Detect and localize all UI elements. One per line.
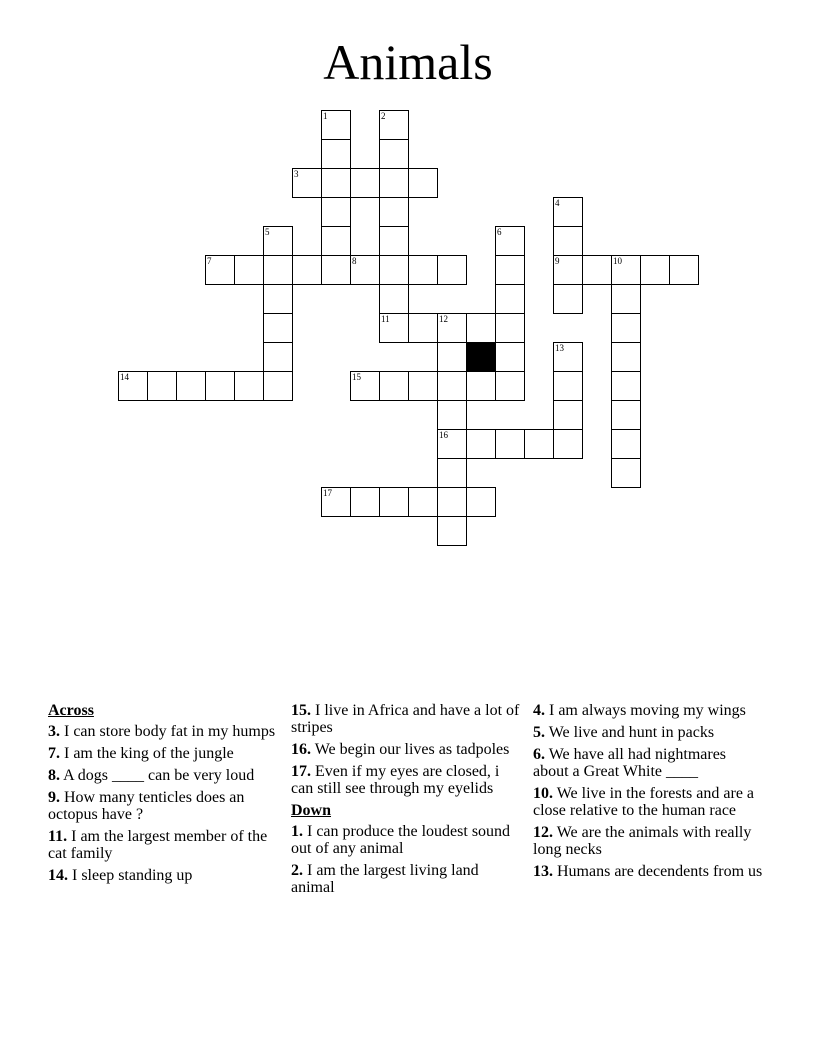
clue-number: 3 (294, 169, 299, 179)
grid-cell[interactable] (408, 313, 438, 343)
clue-number-label: 4. (533, 702, 545, 719)
grid-cell[interactable] (553, 284, 583, 314)
grid-cell[interactable] (379, 487, 409, 517)
grid-cell[interactable] (437, 255, 467, 285)
grid-cell[interactable] (379, 284, 409, 314)
grid-cell[interactable] (408, 487, 438, 517)
clue-text: We live in the forests and are a close relative to the human race (533, 785, 755, 819)
clue-text: Even if my eyes are closed, i can still see through my eyelids (291, 763, 500, 797)
grid-cell[interactable] (582, 255, 612, 285)
grid-cell[interactable] (640, 255, 670, 285)
grid-cell[interactable] (553, 255, 583, 285)
grid-cell[interactable] (466, 371, 496, 401)
clue-text: I am always moving my wings (549, 702, 746, 719)
grid-cell[interactable] (234, 255, 264, 285)
grid-cell[interactable] (321, 168, 351, 198)
across-clue (48, 867, 280, 884)
grid-cell[interactable] (669, 255, 699, 285)
across-clue (291, 702, 523, 736)
grid-cell[interactable] (437, 516, 467, 546)
clue-number-label: 6. (533, 746, 545, 763)
clue-text: I am the largest member of the cat family (48, 828, 268, 862)
grid-cell[interactable] (321, 139, 351, 169)
across-clue (48, 767, 280, 784)
grid-cell[interactable] (495, 429, 525, 459)
grid-cell[interactable] (379, 110, 409, 140)
clue-text: Humans are decendents from us (557, 863, 763, 880)
grid-cell[interactable] (437, 487, 467, 517)
clue-number-label: 2. (291, 862, 303, 879)
grid-cell[interactable] (321, 110, 351, 140)
grid-cell[interactable] (611, 313, 641, 343)
clue-number: 9 (555, 256, 560, 266)
grid-cell[interactable] (437, 400, 467, 430)
puzzle-title: Animals (323, 34, 493, 90)
grid-cell[interactable] (379, 313, 409, 343)
grid-cell[interactable] (379, 197, 409, 227)
grid-cell[interactable] (553, 400, 583, 430)
down-clue (533, 746, 765, 780)
grid-cell[interactable] (176, 371, 206, 401)
grid-cell[interactable] (611, 342, 641, 372)
grid-cell[interactable] (234, 371, 264, 401)
clue-text: We are the animals with really long necks (533, 824, 752, 858)
grid-cell[interactable] (611, 284, 641, 314)
grid-cell[interactable] (553, 197, 583, 227)
clue-number-label: 3. (48, 723, 60, 740)
clue-number: 5 (265, 227, 270, 237)
clue-column-3 (533, 702, 765, 885)
grid-cell[interactable] (437, 313, 467, 343)
clue-number: 10 (613, 256, 622, 266)
clue-column-1 (48, 702, 280, 889)
clue-number-label: 12. (533, 824, 553, 841)
black-square (466, 342, 496, 372)
clue-number-label: 16. (291, 741, 311, 758)
grid-cell[interactable] (611, 458, 641, 488)
grid-cell[interactable] (292, 168, 322, 198)
down-clue (291, 823, 523, 857)
clue-number-label: 8. (48, 767, 60, 784)
grid-cell[interactable] (495, 226, 525, 256)
down-clue (533, 824, 765, 858)
clue-number-label: 14. (48, 867, 68, 884)
grid-cell[interactable] (350, 371, 380, 401)
clue-text: How many tenticles does an octopus have ? (48, 789, 245, 823)
down-clue (291, 862, 523, 896)
across-clue (48, 723, 280, 740)
grid-cell[interactable] (437, 342, 467, 372)
clue-text: A dogs ____ can be very loud (63, 767, 255, 784)
across-clue (48, 789, 280, 823)
down-heading: Down (291, 802, 332, 819)
grid-cell[interactable] (321, 197, 351, 227)
clue-number-label: 1. (291, 823, 303, 840)
clue-number-label: 13. (533, 863, 553, 880)
across-clue (291, 763, 523, 797)
grid-cell[interactable] (379, 371, 409, 401)
grid-cell[interactable] (118, 371, 148, 401)
clue-number: 12 (439, 314, 448, 324)
grid-cell[interactable] (263, 255, 293, 285)
clue-text: We begin our lives as tadpoles (314, 741, 510, 758)
clue-number: 4 (555, 198, 560, 208)
down-clue (533, 702, 765, 719)
grid-cell[interactable] (495, 342, 525, 372)
grid-cell[interactable] (611, 429, 641, 459)
clue-number-label: 9. (48, 789, 60, 806)
grid-cell[interactable] (263, 226, 293, 256)
grid-cell[interactable] (263, 342, 293, 372)
clue-text: I am the king of the jungle (64, 745, 234, 762)
grid-cell[interactable] (611, 255, 641, 285)
grid-cell[interactable] (379, 226, 409, 256)
grid-cell[interactable] (321, 487, 351, 517)
across-clue (48, 828, 280, 862)
grid-cell[interactable] (466, 313, 496, 343)
across-clue (48, 745, 280, 762)
clue-number: 13 (555, 343, 564, 353)
clue-text: We live and hunt in packs (548, 724, 715, 741)
grid-cell[interactable] (437, 429, 467, 459)
grid-cell[interactable] (321, 255, 351, 285)
across-clue (291, 741, 523, 758)
clue-number-label: 11. (48, 828, 68, 845)
down-clue (533, 863, 765, 880)
grid-cell[interactable] (205, 371, 235, 401)
grid-cell[interactable] (321, 226, 351, 256)
clue-text: I can store body fat in my humps (64, 723, 276, 740)
clue-number: 8 (352, 256, 357, 266)
grid-cell[interactable] (437, 371, 467, 401)
clue-text: I am the largest living land animal (291, 862, 479, 896)
clue-number-label: 10. (533, 785, 553, 802)
grid-cell[interactable] (379, 168, 409, 198)
grid-cell[interactable] (408, 371, 438, 401)
grid-cell[interactable] (263, 313, 293, 343)
clue-number: 14 (120, 372, 129, 382)
grid-cell[interactable] (408, 168, 438, 198)
grid-cell[interactable] (495, 255, 525, 285)
clue-column-2 (291, 702, 523, 901)
across-heading: Across (48, 702, 94, 719)
clue-number-label: 17. (291, 763, 311, 780)
clue-number: 16 (439, 430, 448, 440)
grid-cell[interactable] (379, 139, 409, 169)
clue-number: 7 (207, 256, 212, 266)
clue-number: 1 (323, 111, 328, 121)
clue-number: 6 (497, 227, 502, 237)
clue-number: 17 (323, 488, 332, 498)
grid-cell[interactable] (495, 313, 525, 343)
grid-cell[interactable] (147, 371, 177, 401)
down-clue (533, 724, 765, 741)
clue-text: We have all had nightmares about a Great White ____ (533, 746, 727, 780)
grid-cell[interactable] (524, 429, 554, 459)
grid-cell[interactable] (263, 284, 293, 314)
clue-number: 15 (352, 372, 361, 382)
grid-cell[interactable] (350, 168, 380, 198)
grid-cell[interactable] (292, 255, 322, 285)
clue-number-label: 15. (291, 702, 311, 719)
grid-cell[interactable] (379, 255, 409, 285)
grid-cell[interactable] (350, 255, 380, 285)
grid-cell[interactable] (495, 371, 525, 401)
clue-number-label: 5. (533, 724, 545, 741)
grid-cell[interactable] (466, 429, 496, 459)
grid-cell[interactable] (408, 255, 438, 285)
grid-cell[interactable] (205, 255, 235, 285)
grid-cell[interactable] (553, 226, 583, 256)
grid-cell[interactable] (495, 284, 525, 314)
grid-cell[interactable] (263, 371, 293, 401)
grid-cell[interactable] (466, 487, 496, 517)
down-clue (533, 785, 765, 819)
clue-text: I live in Africa and have a lot of stripes (291, 702, 520, 736)
clue-number: 11 (381, 314, 390, 324)
clue-text: I can produce the loudest sound out of any animal (291, 823, 511, 857)
clue-text: I sleep standing up (72, 867, 193, 884)
grid-cell[interactable] (611, 400, 641, 430)
grid-cell[interactable] (553, 371, 583, 401)
grid-cell[interactable] (611, 371, 641, 401)
grid-cell[interactable] (350, 487, 380, 517)
grid-cell[interactable] (437, 458, 467, 488)
clue-number: 2 (381, 111, 386, 121)
grid-cell[interactable] (553, 342, 583, 372)
clue-number-label: 7. (48, 745, 60, 762)
grid-cell[interactable] (553, 429, 583, 459)
